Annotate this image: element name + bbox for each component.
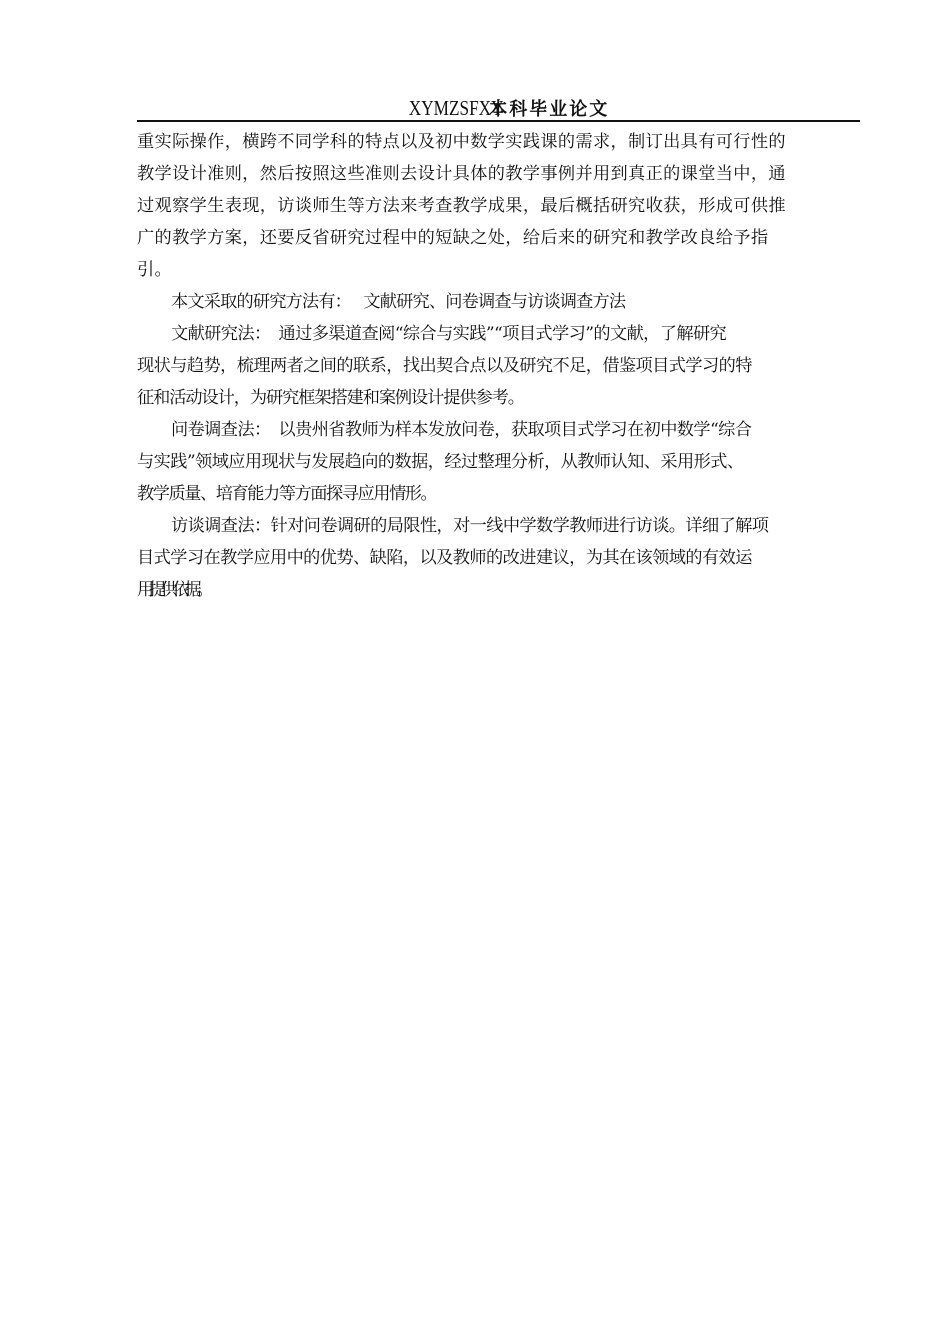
paragraph-questionnaire-method (137, 414, 860, 510)
text-line: 教学设计准则，然后按照这些准则去设计具体的教学事例并用到真正的课堂当中，通 (137, 164, 786, 184)
text-line: 广的教学方案，还要反省研究过程中的短缺之处，给后来的研究和教学改良给予指 (137, 228, 769, 248)
paragraph-continuation (137, 126, 860, 286)
text-line: 访谈调查法：针对问卷调研的局限性，对一线中学数学教师进行访谈。详细了解项 (171, 516, 769, 536)
paragraph-interview-method (137, 510, 860, 606)
text-line: 文献研究法： 通过多渠道查阅“综合与实践”“项目式学习”的文献，了解研究 (171, 324, 727, 344)
text-line: 问卷调查法： 以贵州省教师为样本发放问卷，获取项目式学习在初中数学“综合 (171, 420, 752, 440)
text-line: 本文采取的研究方法有： 文献研究、问卷调查与访谈调查方法 (171, 292, 626, 312)
body-text (137, 126, 860, 606)
text-line: 教学质量、培育能力等方面探寻应用情形。 (137, 484, 437, 504)
header-title: 本科毕业论文 (489, 99, 610, 120)
paragraph-methods-intro (137, 286, 860, 318)
paragraph-literature-method (137, 318, 860, 414)
text-line: 征和活动设计，为研究框架搭建和案例设计提供参考。 (137, 388, 524, 408)
text-line: 过观察学生表现，访谈师生等方法来考查教学成果，最后概括研究收获，形成可供推 (137, 196, 786, 216)
text-line: 用提供依据。 (137, 580, 209, 600)
text-line: 引。 (137, 260, 173, 280)
text-line: 与实践”领域应用现状与发展趋向的数据，经过整理分析，从教师认知、采用形式、 (137, 452, 744, 472)
text-line: 重实际操作，横跨不同学科的特点以及初中数学实践课的需求，制订出具有可行性的 (137, 132, 786, 152)
text-line: 目式学习在教学应用中的优势、缺陷，以及教师的改进建议，为其在该领域的有效运 (137, 548, 752, 568)
running-header (137, 92, 860, 122)
header-school-code: XYMZSFXY (408, 96, 504, 120)
text-line first-unindent: 现状与趋势，梳理两者之间的联系，找出契合点以及研究不足，借鉴项目式学习的特 (137, 356, 752, 376)
